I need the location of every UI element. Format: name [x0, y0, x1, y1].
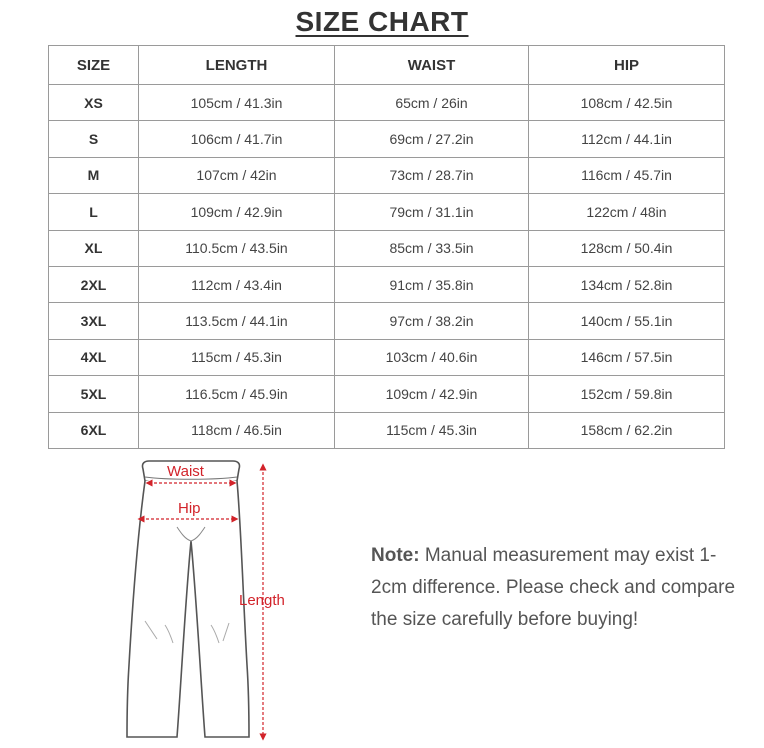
hip-cell: 122cm / 48in [529, 194, 725, 230]
size-cell: XS [49, 85, 139, 121]
table-row [49, 157, 725, 193]
waist-cell: 69cm / 27.2in [335, 121, 529, 157]
table-row [49, 339, 725, 375]
note-text: Manual measurement may exist 1-2cm difference. Please check and compare the size carefully before buying! [371, 545, 736, 630]
waist-label: Waist [167, 463, 204, 480]
size-cell: 4XL [49, 339, 139, 375]
size-chart-title-wrap [0, 6, 764, 38]
hip-cell: 140cm / 55.1in [529, 303, 725, 339]
table-row [49, 412, 725, 448]
hip-cell: 128cm / 50.4in [529, 230, 725, 266]
note-block [371, 540, 751, 636]
table-row [49, 85, 725, 121]
table-row [49, 230, 725, 266]
pants-illustration [115, 455, 315, 745]
hip-cell: 108cm / 42.5in [529, 85, 725, 121]
header-hip: HIP [529, 46, 725, 85]
size-cell: 5XL [49, 376, 139, 412]
length-cell: 110.5cm / 43.5in [139, 230, 335, 266]
table-row [49, 121, 725, 157]
size-table [48, 45, 725, 449]
table-header-row [49, 46, 725, 85]
waist-cell: 73cm / 28.7in [335, 157, 529, 193]
size-chart-title: SIZE CHART [295, 6, 469, 37]
length-cell: 105cm / 41.3in [139, 85, 335, 121]
table-row [49, 303, 725, 339]
header-length: LENGTH [139, 46, 335, 85]
length-cell: 109cm / 42.9in [139, 194, 335, 230]
size-cell: L [49, 194, 139, 230]
waist-cell: 91cm / 35.8in [335, 266, 529, 302]
hip-cell: 158cm / 62.2in [529, 412, 725, 448]
length-cell: 106cm / 41.7in [139, 121, 335, 157]
length-cell: 116.5cm / 45.9in [139, 376, 335, 412]
hip-cell: 134cm / 52.8in [529, 266, 725, 302]
note-label: Note: [371, 545, 420, 566]
waist-cell: 79cm / 31.1in [335, 194, 529, 230]
size-cell: 2XL [49, 266, 139, 302]
table-row [49, 266, 725, 302]
length-cell: 118cm / 46.5in [139, 412, 335, 448]
size-cell: 6XL [49, 412, 139, 448]
pants-diagram [115, 455, 315, 745]
waist-cell: 65cm / 26in [335, 85, 529, 121]
hip-label: Hip [178, 500, 201, 517]
length-cell: 115cm / 45.3in [139, 339, 335, 375]
waist-cell: 103cm / 40.6in [335, 339, 529, 375]
header-size: SIZE [49, 46, 139, 85]
waist-cell: 85cm / 33.5in [335, 230, 529, 266]
hip-cell: 152cm / 59.8in [529, 376, 725, 412]
waist-cell: 115cm / 45.3in [335, 412, 529, 448]
hip-cell: 112cm / 44.1in [529, 121, 725, 157]
length-cell: 107cm / 42in [139, 157, 335, 193]
waist-cell: 109cm / 42.9in [335, 376, 529, 412]
waist-cell: 97cm / 38.2in [335, 303, 529, 339]
header-waist: WAIST [335, 46, 529, 85]
size-cell: 3XL [49, 303, 139, 339]
size-cell: M [49, 157, 139, 193]
length-cell: 112cm / 43.4in [139, 266, 335, 302]
hip-cell: 116cm / 45.7in [529, 157, 725, 193]
size-cell: S [49, 121, 139, 157]
hip-cell: 146cm / 57.5in [529, 339, 725, 375]
size-cell: XL [49, 230, 139, 266]
table-row [49, 194, 725, 230]
length-cell: 113.5cm / 44.1in [139, 303, 335, 339]
table-row [49, 376, 725, 412]
length-label: Length [239, 592, 285, 609]
